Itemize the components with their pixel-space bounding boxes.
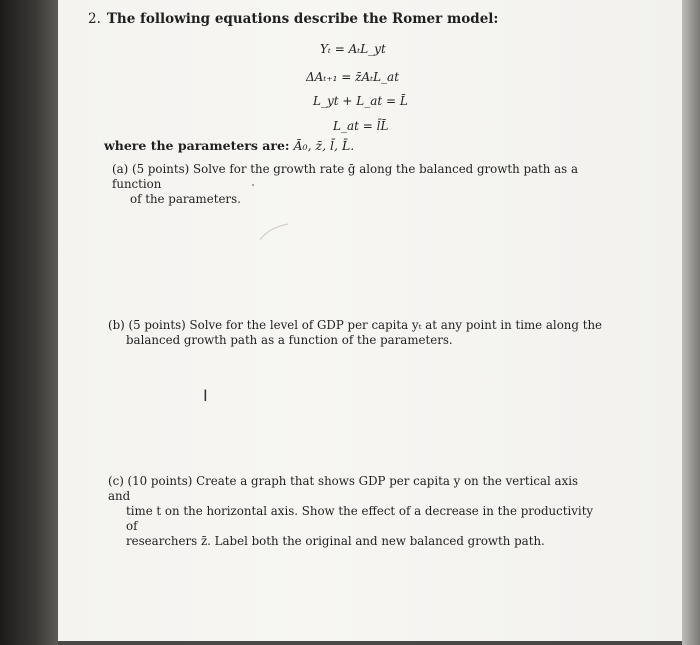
part-c-line-2: time t on the horizontal axis. Show the effect of a decrease in the productivity of bbox=[126, 504, 594, 533]
part-b-line-2: balanced growth path as a function of the parameters. bbox=[126, 333, 453, 347]
part-b-line-1: (b) (5 points) Solve for the level of GDP per capita yₜ at any point in time along the bbox=[108, 318, 603, 332]
parameters-label: where the parameters are: bbox=[104, 138, 290, 153]
pencil-mark bbox=[258, 220, 298, 246]
equation-labor-constraint: L_yt + L_at = L̄ bbox=[313, 94, 408, 108]
pencil-dot bbox=[252, 184, 254, 186]
part-c bbox=[108, 474, 603, 549]
equation-ideas: ΔAₜ₊₁ = z̄AₜL_at bbox=[306, 70, 400, 84]
part-c-line-3: researchers z̄. Label both the original and new balanced growth path. bbox=[126, 534, 545, 548]
parameters-values: Ā₀, z̄, l̄, L̄. bbox=[293, 138, 355, 153]
background-shadow-left bbox=[0, 0, 58, 645]
equation-output: Yₜ = AₜL_yt bbox=[320, 42, 386, 56]
parameters-line bbox=[104, 138, 354, 153]
part-a bbox=[112, 162, 612, 207]
question-title-text: The following equations describe the Romer model: bbox=[106, 11, 499, 27]
question-title bbox=[88, 11, 498, 27]
text-cursor-icon: I bbox=[203, 386, 208, 405]
question-number: 2. bbox=[88, 11, 101, 27]
part-a-line-1: (a) (5 points) Solve for the growth rate ḡ along the balanced growth path as a function bbox=[112, 162, 579, 191]
part-c-line-1: (c) (10 points) Create a graph that shows GDP per capita y on the vertical axis and bbox=[108, 474, 579, 503]
part-a-line-2: of the parameters. bbox=[130, 192, 241, 206]
part-b bbox=[108, 318, 603, 348]
equation-research-share: L_at = l̄L̄ bbox=[333, 119, 389, 133]
background-shadow-right bbox=[682, 0, 700, 645]
